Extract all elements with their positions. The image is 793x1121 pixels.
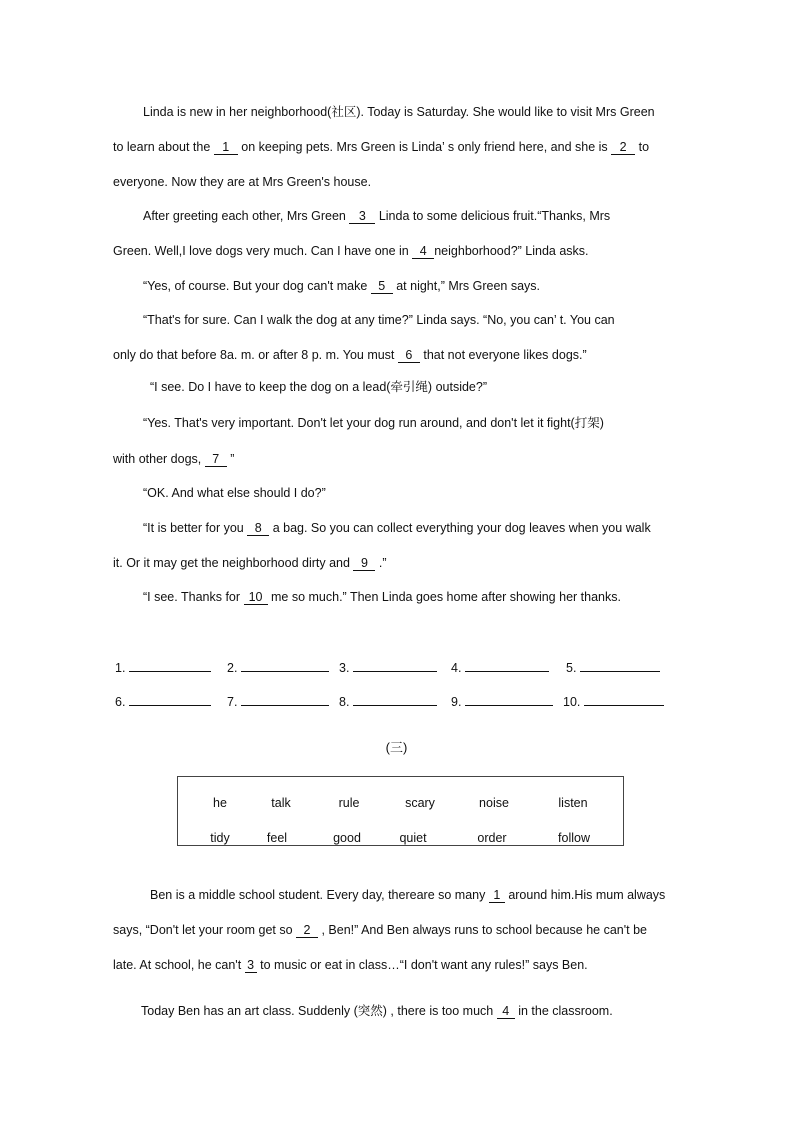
word-bank-item: he: [213, 796, 227, 810]
answer-line-9[interactable]: 9.: [451, 694, 553, 709]
blank-1[interactable]: 1: [214, 140, 238, 155]
answer-line-8[interactable]: 8.: [339, 694, 437, 709]
word-bank-item: follow: [558, 831, 590, 845]
p6-line2: with other dogs, 7 ”: [113, 452, 235, 466]
p7-line: “OK. And what else should I do?”: [143, 486, 326, 500]
answer-line-10[interactable]: 10.: [563, 694, 664, 709]
p2-section-line3: late. At school, he can't 3 to music or eat in class…“I don't want any rules!” says Ben.: [113, 958, 588, 972]
p2-section-line4: Today Ben has an art class. Suddenly (突然) , there is too much 4 in the classroom.: [141, 1004, 613, 1018]
answer-line-3[interactable]: 3.: [339, 660, 437, 675]
word-bank: [177, 776, 624, 846]
word-bank-item: good: [333, 831, 361, 845]
p3-line: “Yes, of course. But your dog can't make 5 at night,” Mrs Green says.: [143, 279, 541, 293]
p2-section-line2: says, “Don't let your room get so 2 , Ben!” And Ben always runs to school because he can't be: [113, 923, 647, 937]
blank-7[interactable]: 7: [205, 452, 227, 467]
p8-line2: it. Or it may get the neighborhood dirty and 9 .”: [113, 556, 387, 570]
word-bank-item: feel: [266, 831, 288, 845]
word-bank-item: noise: [479, 796, 509, 810]
p2-line2: Green. Well,I love dogs very much. Can I have one in 4 neighborhood?” Linda asks.: [113, 244, 589, 258]
word-bank-item: talk: [271, 796, 291, 810]
blank-2[interactable]: 2: [611, 140, 635, 155]
answer-line-7[interactable]: 7.: [227, 694, 329, 709]
answer-line-5[interactable]: 5.: [566, 660, 660, 675]
blank-10[interactable]: 10: [244, 590, 268, 605]
p6-line1: “Yes. That's very important. Don't let your dog run around, and don't let it fight(打架): [143, 416, 604, 430]
blank-6[interactable]: 6: [398, 348, 420, 363]
blank-4[interactable]: 4: [412, 244, 434, 259]
word-bank-item: listen: [558, 796, 588, 810]
blank-2-4[interactable]: 4: [497, 1004, 515, 1019]
p1-line2: to learn about the 1 on keeping pets. Mrs Green is Linda’ s only friend here, and she is 2 to: [113, 140, 650, 154]
answer-line-6[interactable]: 6.: [115, 694, 211, 709]
section-title: (三): [385, 740, 408, 755]
blank-2-1[interactable]: 1: [489, 888, 505, 903]
word-bank-item: quiet: [399, 831, 427, 845]
p2-line1: After greeting each other, Mrs Green 3 Linda to some delicious fruit.“Thanks, Mrs: [143, 209, 611, 223]
p1-line1: Linda is new in her neighborhood(社区). Today is Saturday. She would like to visit Mrs Green: [143, 105, 655, 119]
answer-line-4[interactable]: 4.: [451, 660, 549, 675]
p9-line: “I see. Thanks for 10 me so much.” Then Linda goes home after showing her thanks.: [143, 590, 621, 604]
p2-section-line1: Ben is a middle school student. Every day, thereare so many 1 around him.His mum always: [150, 888, 666, 902]
blank-2-2[interactable]: 2: [296, 923, 318, 938]
word-bank-item: scary: [405, 796, 435, 810]
blank-8[interactable]: 8: [247, 521, 269, 536]
p5-line: “I see. Do I have to keep the dog on a lead(牵引绳) outside?”: [150, 380, 487, 394]
answer-line-1[interactable]: 1.: [115, 660, 211, 675]
blank-3[interactable]: 3: [349, 209, 375, 224]
p4-line1: “That's for sure. Can I walk the dog at any time?” Linda says. “No, you can’ t. You can: [143, 313, 615, 327]
word-bank-item: tidy: [210, 831, 230, 845]
p8-line1: “It is better for you 8 a bag. So you can collect everything your dog leaves when you walk: [143, 521, 651, 535]
word-bank-item: order: [477, 831, 507, 845]
blank-5[interactable]: 5: [371, 279, 393, 294]
p1-line3: everyone. Now they are at Mrs Green's house.: [113, 175, 372, 189]
blank-9[interactable]: 9: [353, 556, 375, 571]
word-bank-item: rule: [338, 796, 360, 810]
p4-line2: only do that before 8a. m. or after 8 p. m. You must 6 that not everyone likes dogs.”: [113, 348, 587, 362]
blank-2-3[interactable]: 3: [245, 958, 257, 973]
answer-line-2[interactable]: 2.: [227, 660, 329, 675]
